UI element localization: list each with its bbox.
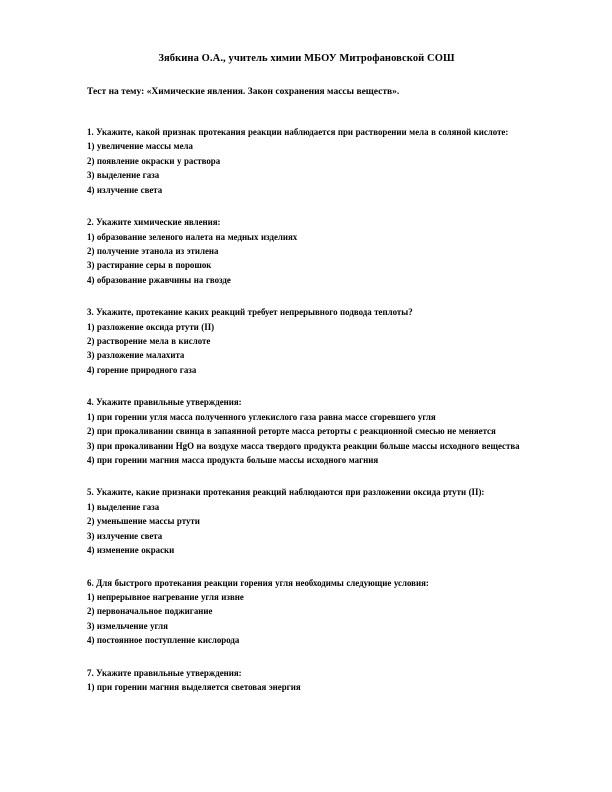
- answer-option[interactable]: 4) горение природного газа: [87, 364, 197, 375]
- answer-option[interactable]: 1) образование зеленого налета на медных изделиях: [87, 231, 298, 242]
- answer-options: [87, 680, 526, 694]
- answer-option[interactable]: 2) при прокаливании свинца в запаянной реторте масса реторты с реакционной смесью не меняется: [87, 426, 496, 437]
- answer-options: [87, 590, 526, 648]
- answer-option[interactable]: 3) выделение газа: [87, 170, 160, 181]
- answer-option[interactable]: 4) при горении магния масса продукта больше массы исходного магния: [87, 455, 379, 466]
- answer-option[interactable]: 1) выделение газа: [87, 501, 160, 512]
- answer-option[interactable]: 2) растворение мела в кислоте: [87, 336, 211, 347]
- question-stem: 6. Для быстрого протекания реакции горения угля необходимы следующие условия:: [87, 577, 429, 588]
- answer-option[interactable]: 2) получение этанола из этилена: [87, 245, 219, 256]
- question-item: [87, 125, 526, 197]
- page-title: Зябкина О.А., учитель химии МБОУ Митрофановской СОШ: [158, 53, 455, 64]
- question-stem: 7. Укажите правильные утверждения:: [87, 667, 242, 678]
- question-stem: 3. Укажите, протекание каких реакций требует непрерывного подвода теплоты?: [87, 307, 413, 318]
- answer-options: [87, 410, 526, 468]
- answer-options: [87, 320, 526, 378]
- answer-option[interactable]: 3) разложение малахита: [87, 350, 185, 361]
- answer-option[interactable]: 2) появление окраски у раствора: [87, 155, 221, 166]
- question-stem: 4. Укажите правильные утверждения:: [87, 397, 242, 408]
- question-stem: 2. Укажите химические явления:: [87, 217, 221, 228]
- answer-option[interactable]: 3) измельчение угля: [87, 620, 168, 631]
- answer-options: [87, 230, 526, 288]
- question-item: [87, 485, 526, 557]
- answer-option[interactable]: 3) растирание серы в порошок: [87, 260, 212, 271]
- answer-option[interactable]: 2) уменьшение массы ртути: [87, 516, 200, 527]
- answer-option[interactable]: 1) разложение оксида ртути (II): [87, 321, 215, 332]
- answer-option[interactable]: 2) первоначальное поджигание: [87, 606, 213, 617]
- question-item: [87, 576, 526, 648]
- answer-option[interactable]: 1) при горении магния выделяется световая энергия: [87, 682, 301, 693]
- answer-option[interactable]: 1) при горении угля масса полученного углекислого газа равна массе сгоревшего угля: [87, 411, 436, 422]
- answer-option[interactable]: 1) непрерывное нагревание угля извне: [87, 591, 244, 602]
- answer-option[interactable]: 4) постоянное поступление кислорода: [87, 635, 240, 646]
- answer-option[interactable]: 4) изменение окраски: [87, 545, 175, 556]
- answer-option[interactable]: 4) излучение света: [87, 184, 163, 195]
- question-item: [87, 666, 526, 695]
- question-item: [87, 395, 526, 467]
- document-subtitle: Тест на тему: «Химические явления. Закон сохранения массы веществ».: [87, 87, 400, 98]
- answer-option[interactable]: 1) увеличение массы мела: [87, 141, 193, 152]
- question-stem: 1. Укажите, какой признак протекания реакции наблюдается при растворении мела в соляной кислоте:: [87, 127, 509, 137]
- answer-options: [87, 139, 526, 197]
- question-stem: 5. Укажите, какие признаки протекания реакций наблюдаются при разложении оксида ртути (II):: [87, 487, 485, 498]
- question-item: [87, 215, 526, 287]
- answer-option[interactable]: 4) образование ржавчины на гвозде: [87, 274, 231, 285]
- answer-options: [87, 500, 526, 558]
- question-item: [87, 305, 526, 377]
- answer-option[interactable]: 3) излучение света: [87, 530, 163, 541]
- answer-option[interactable]: 3) при прокаливании HgO на воздухе масса твердого продукта реакции больше массы исходного вещества: [87, 440, 520, 451]
